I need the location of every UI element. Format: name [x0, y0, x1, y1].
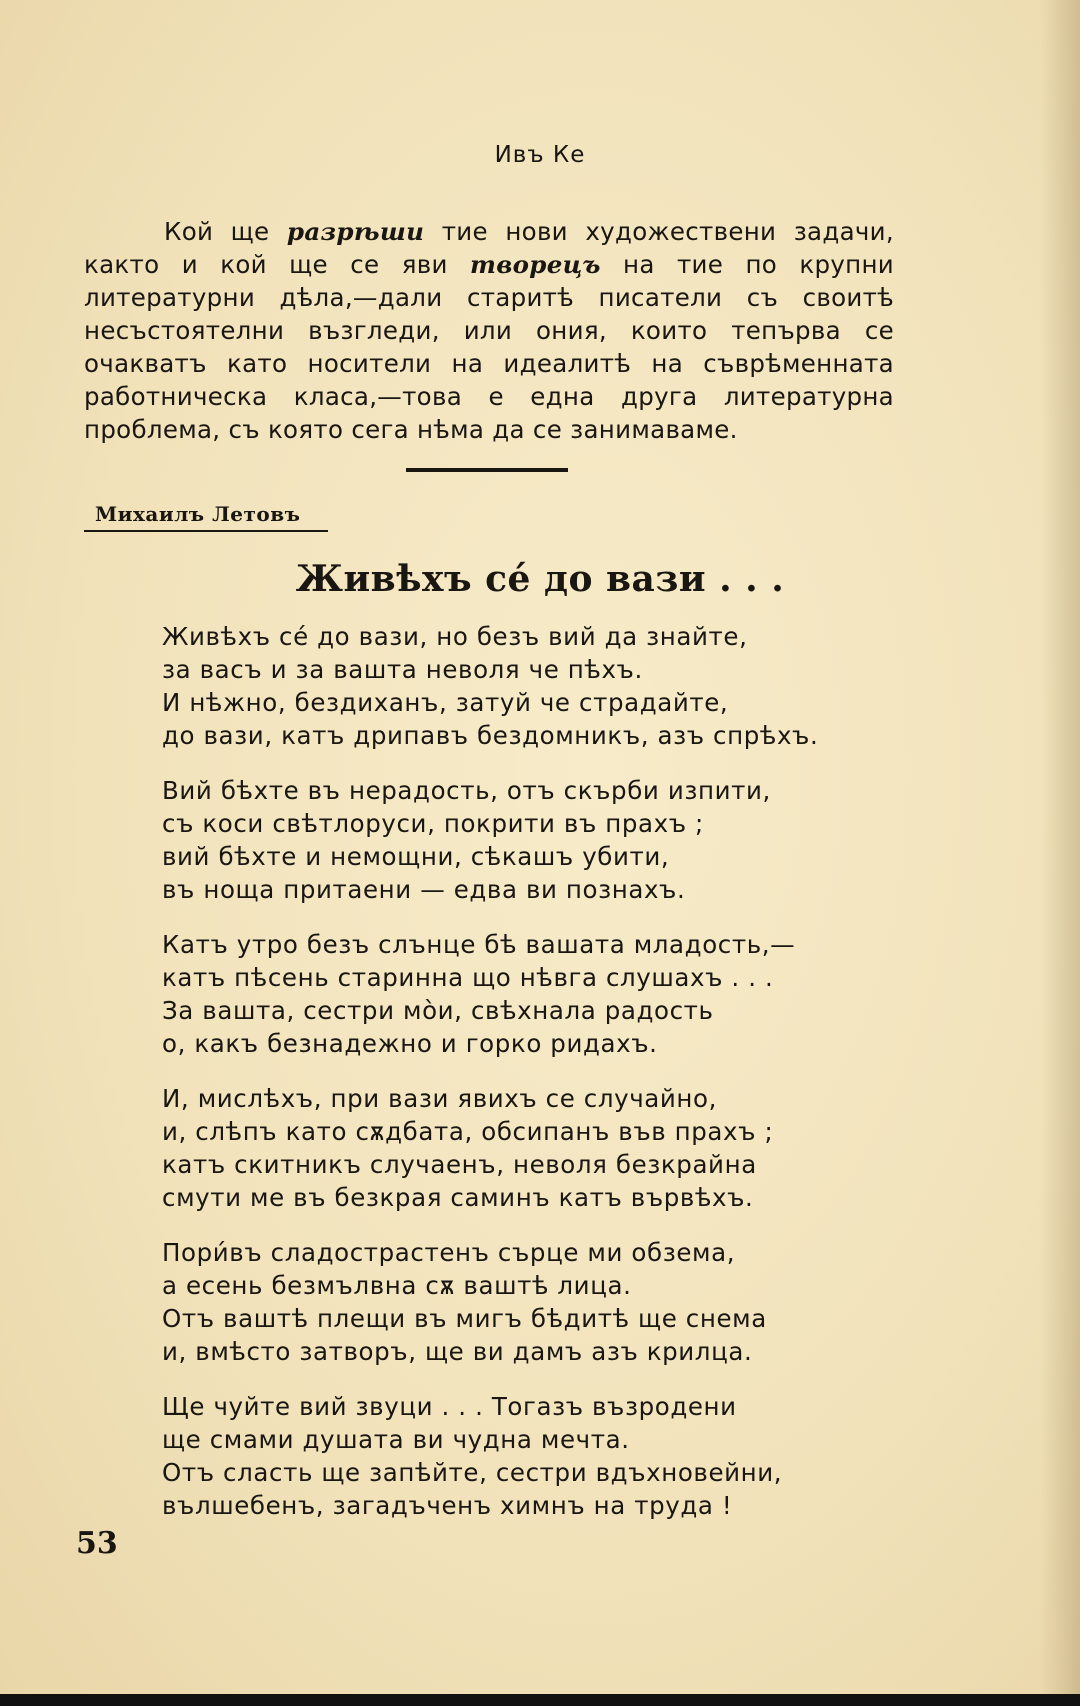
prose-segment: тие нови художествени задачи, както и кой ще се яви — [84, 217, 894, 279]
poem-line: Пори́въ сладострастенъ сърце ми обзема, — [162, 1238, 736, 1267]
prose-segment: Кой ще — [164, 217, 287, 246]
poem-line: За вашта, сестри мо̀и, свѣхнала радость — [162, 996, 714, 1025]
poem-line: а есень безмълвна сѫ ваштѣ лица. — [162, 1271, 632, 1300]
poem-line: Отъ ваштѣ плещи въ мигъ бѣдитѣ ще снема — [162, 1304, 767, 1333]
page-edge-shadow — [1040, 0, 1080, 1706]
poem-line: въ нoща притаени — едва ви познахъ. — [162, 875, 686, 904]
prose-emphasis: творецъ — [470, 250, 601, 279]
poem-line: Ще чуйте вий звуци . . . Тогазъ възродени — [162, 1392, 737, 1421]
poem-line: съ коси свѣтлоруси, покрити въ прахъ ; — [162, 809, 704, 838]
poem-line: и, слѣпъ като сѫдбата, обсипанъ във прахъ ; — [162, 1117, 774, 1146]
poem-line: о, какъ безнадежно и горко ридахъ. — [162, 1029, 658, 1058]
poem-stanza — [162, 1236, 892, 1368]
poem-body — [162, 620, 892, 1544]
poem-line: катъ скитникъ случаенъ, неволя безкрайна — [162, 1150, 757, 1179]
poem-title: Живѣхъ се́ до вази . . . — [295, 558, 785, 600]
prose-emphasis: разрѣши — [286, 217, 425, 246]
prose-text — [84, 215, 894, 446]
poem-line: Живѣхъ се́ до вази, но безъ вий да знайте, — [162, 622, 748, 651]
poem-line: вълшебенъ, загадъченъ химнъ на труда ! — [162, 1491, 733, 1520]
page-number: 53 — [76, 1526, 118, 1561]
author-underline — [84, 530, 328, 532]
prose-segment: на тие по крупни литературни дѣла,—дали старитѣ писатели съ своитѣ несъстоятелни възгледи, или ония, които тепърва се очакватъ като носители на идеалитѣ на съврѣменната работническа класа,—това е една друга литературна проблема, съ която сега нѣма да се занимаваме. — [84, 250, 895, 444]
running-head: Ивъ Ке — [494, 142, 586, 168]
poem-line: Отъ сласть ще запѣйте, сестри вдъхновейни, — [162, 1458, 783, 1487]
prose-paragraph — [84, 215, 894, 446]
poem-line: и, вмѣсто затворъ, ще ви дамъ азъ крилца. — [162, 1337, 753, 1366]
poem-line: И нѣжно, бездиханъ, затуй че страдайте, — [162, 688, 729, 717]
poem-line: вий бѣхте и немощни, сѣкашъ убити, — [162, 842, 670, 871]
poem-stanza — [162, 620, 892, 752]
poem-stanza — [162, 774, 892, 906]
author-name: Михаилъ Летовъ — [95, 502, 301, 526]
poem-line: катъ пѣсень старинна що нѣвга слушахъ . . . — [162, 963, 774, 992]
poem-line: ще смами душата ви чудна мечта. — [162, 1425, 630, 1454]
poem-line: Вий бѣхте въ нерадость, отъ скърби изпити, — [162, 776, 771, 805]
poem-line: Катъ утро безъ слънце бѣ вашата младость,— — [162, 930, 796, 959]
scan-bottom-border — [0, 1694, 1080, 1706]
poem-line: за васъ и за вашта неволя че пѣхъ. — [162, 655, 643, 684]
poem-line: И, мислѣхъ, при вази явихъ се случайно, — [162, 1084, 718, 1113]
poem-stanza — [162, 928, 892, 1060]
poem-line: смути ме въ безкрая саминъ катъ вървѣхъ. — [162, 1183, 754, 1212]
section-divider — [406, 468, 568, 472]
poem-line: до вази, катъ дрипавъ бездомникъ, азъ спрѣхъ. — [162, 721, 819, 750]
poem-stanza — [162, 1082, 892, 1214]
poem-stanza — [162, 1390, 892, 1522]
